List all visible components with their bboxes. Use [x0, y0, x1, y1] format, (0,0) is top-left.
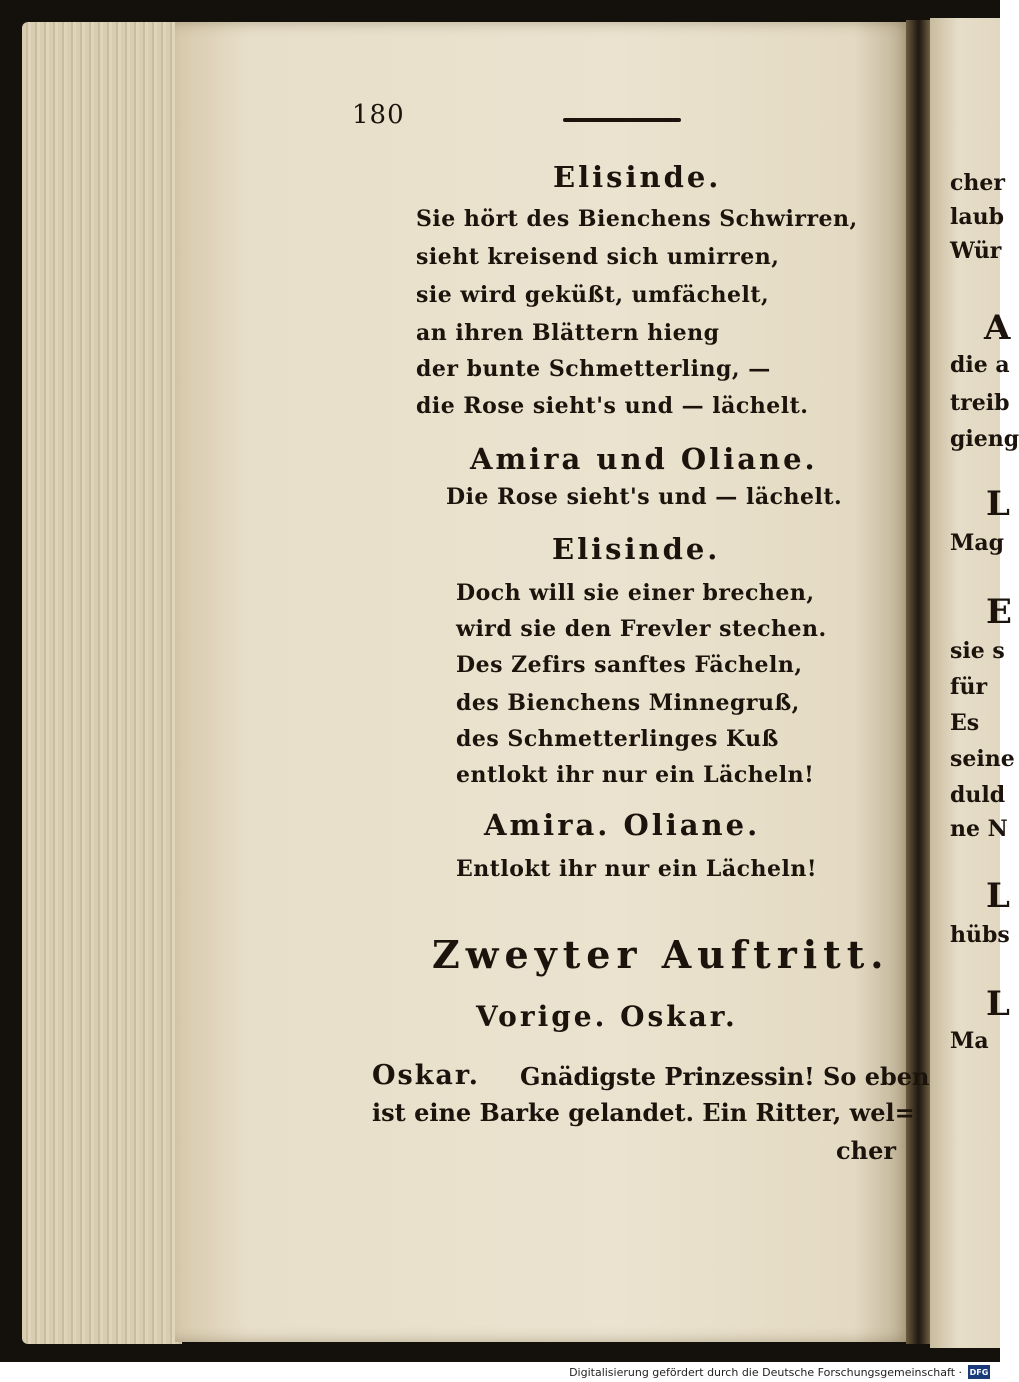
right-page-fragment: A: [984, 308, 1011, 348]
right-page-text: [930, 18, 1019, 1348]
verse-line: Doch will sie einer brechen,: [456, 580, 815, 606]
page-edges: [22, 22, 182, 1344]
right-page-fragment: sie s: [950, 638, 1005, 664]
prose-line: Gnädigste Prinzessin! So eben: [520, 1062, 930, 1091]
page-number: 180: [352, 100, 405, 130]
right-page-fragment: die a: [950, 352, 1010, 378]
verse-line: wird sie den Frevler stechen.: [456, 616, 827, 642]
funding-credit: Digitalisierung gefördert durch die Deutsche Forschungsgemeinschaft ·: [569, 1365, 962, 1379]
verse-line: die Rose sieht's und — lächelt.: [416, 393, 809, 419]
verse-line: des Schmetterlinges Kuß: [456, 726, 779, 752]
right-page-fragment: ne N: [950, 816, 1008, 842]
prose-speaker: Oskar.: [372, 1060, 481, 1091]
verse-line: Sie hört des Bienchens Schwirren,: [416, 206, 858, 232]
verse-line: Des Zefirs sanftes Fächeln,: [456, 652, 803, 678]
speaker-heading: Elisinde.: [552, 532, 721, 566]
verse-line: des Bienchens Minnegruß,: [456, 690, 800, 716]
speaker-heading: Amira. Oliane.: [484, 808, 761, 842]
right-page-fragment: Ma: [950, 1028, 989, 1054]
right-page-fragment: gieng: [950, 426, 1019, 452]
right-page-fragment: duld: [950, 782, 1006, 808]
header-rule: [563, 118, 681, 122]
right-page-fragment: Es: [950, 710, 980, 736]
verse-line: Entlokt ihr nur ein Lächeln!: [456, 856, 817, 882]
right-page-fragment: seine: [950, 746, 1015, 772]
right-page-fragment: hübs: [950, 922, 1010, 948]
prose-line: ist eine Barke gelandet. Ein Ritter, wel=: [372, 1098, 915, 1127]
scene-heading: Zweyter Auftritt.: [432, 932, 890, 977]
catchword: cher: [836, 1136, 896, 1165]
right-page-fragment: L: [986, 876, 1010, 916]
verse-line: Die Rose sieht's und — lächelt.: [446, 484, 843, 510]
verse-line: sie wird geküßt, umfächelt,: [416, 282, 770, 308]
verse-line: entlokt ihr nur ein Lächeln!: [456, 762, 815, 788]
right-page-fragment: für: [950, 674, 988, 700]
speaker-heading: Elisinde.: [553, 160, 722, 194]
dfg-logo: DFG: [968, 1365, 990, 1379]
right-page-fragment: Mag: [950, 530, 1004, 556]
right-page-fragment: cher: [950, 170, 1005, 196]
right-page-fragment: Wür: [950, 238, 1002, 264]
right-page-fragment: laub: [950, 204, 1004, 230]
verse-line: der bunte Schmetterling, —: [416, 356, 771, 382]
verse-line: an ihren Blättern hieng: [416, 320, 720, 346]
verse-line: sieht kreisend sich umirren,: [416, 244, 780, 270]
character-list: Vorige. Oskar.: [476, 1000, 738, 1033]
right-page-fragment: E: [986, 592, 1012, 632]
right-page-fragment: treib: [950, 390, 1010, 416]
footer-bar: [0, 1362, 1000, 1382]
right-page-fragment: L: [986, 984, 1010, 1024]
right-page-fragment: L: [986, 484, 1010, 524]
speaker-heading: Amira und Oliane.: [470, 442, 818, 476]
